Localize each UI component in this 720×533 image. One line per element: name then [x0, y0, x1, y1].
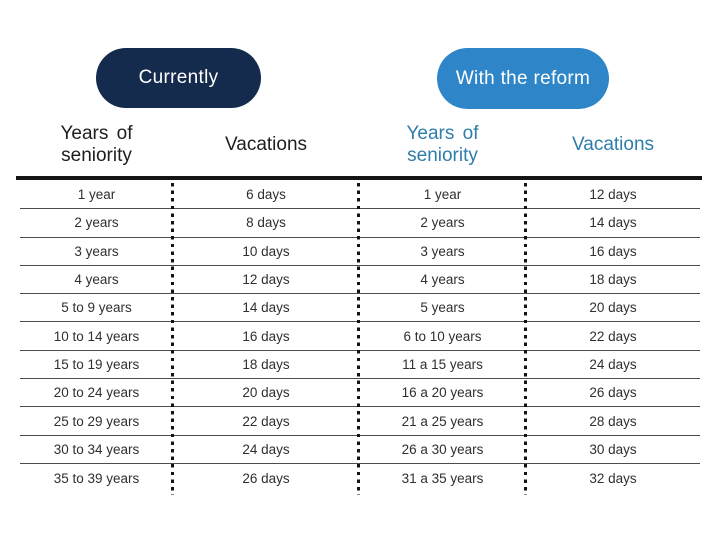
cell-reform-seniority: 6 to 10 years: [403, 328, 482, 344]
header-current-vacations-label: Vacations: [224, 133, 308, 155]
header-divider: [16, 176, 702, 180]
cell-reform-seniority: 21 a 25 years: [401, 413, 484, 429]
cell-current-seniority: 25 to 29 years: [53, 413, 140, 429]
header-current-seniority: [20, 123, 173, 168]
header-reform-seniority: [359, 123, 526, 168]
cell-reform-vacations: 14 days: [589, 215, 637, 231]
cell-current-seniority: 15 to 19 years: [53, 356, 140, 372]
cell-reform-seniority: 26 a 30 years: [401, 441, 484, 457]
badge-currently: Currently: [96, 48, 261, 108]
cell-current-seniority: 35 to 39 years: [53, 470, 140, 486]
cell-current-vacations: 8 days: [246, 215, 286, 231]
cell-reform-seniority: 2 years: [420, 215, 465, 231]
cell-current-seniority: 4 years: [74, 272, 119, 288]
cell-reform-vacations: 30 days: [589, 441, 637, 457]
badge-with-the-reform: With the reform: [437, 48, 609, 109]
cell-current-seniority: 10 to 14 years: [53, 328, 140, 344]
cell-current-seniority: 5 to 9 years: [61, 300, 132, 316]
cell-reform-seniority: 5 years: [420, 300, 465, 316]
cell-current-vacations: 24 days: [242, 441, 290, 457]
dotted-column-divider: [171, 183, 174, 495]
cell-current-vacations: 12 days: [242, 272, 290, 288]
cell-current-vacations: 16 days: [242, 328, 290, 344]
cell-current-vacations: 18 days: [242, 356, 290, 372]
cell-current-vacations: 20 days: [242, 385, 290, 401]
cell-reform-vacations: 16 days: [589, 243, 637, 259]
header-reform-seniority-label: Years of seniority: [406, 122, 479, 166]
cell-reform-seniority: 16 a 20 years: [401, 385, 484, 401]
cell-reform-seniority: 11 a 15 years: [402, 356, 483, 372]
cell-reform-seniority: 4 years: [420, 272, 465, 288]
cell-reform-vacations: 18 days: [589, 272, 637, 288]
cell-current-seniority: 1 year: [77, 187, 116, 203]
header-reform-vacations-label: Vacations: [571, 133, 655, 155]
cell-current-vacations: 10 days: [242, 243, 290, 259]
cell-current-vacations: 22 days: [242, 413, 290, 429]
header-current-seniority-label: Years of seniority: [60, 122, 133, 166]
cell-current-seniority: 3 years: [74, 243, 119, 259]
header-current-vacations: [173, 134, 359, 156]
cell-reform-vacations: 26 days: [589, 385, 637, 401]
cell-reform-vacations: 20 days: [589, 300, 637, 316]
dotted-column-divider: [524, 183, 527, 495]
cell-current-seniority: 2 years: [74, 215, 119, 231]
cell-reform-seniority: 1 year: [423, 187, 462, 203]
cell-current-seniority: 20 to 24 years: [53, 385, 140, 401]
header-reform-vacations: [526, 134, 700, 156]
cell-reform-seniority: 3 years: [420, 243, 465, 259]
cell-reform-vacations: 22 days: [589, 328, 637, 344]
cell-reform-vacations: 32 days: [589, 470, 637, 486]
cell-reform-vacations: 24 days: [589, 356, 637, 372]
cell-reform-vacations: 12 days: [589, 187, 637, 203]
cell-reform-seniority: 31 a 35 years: [401, 470, 484, 486]
cell-current-seniority: 30 to 34 years: [53, 441, 140, 457]
dotted-table-divider: [357, 183, 360, 495]
cell-reform-vacations: 28 days: [589, 413, 637, 429]
cell-current-vacations: 6 days: [246, 187, 286, 203]
table-body: [20, 181, 700, 493]
cell-current-vacations: 26 days: [242, 470, 290, 486]
table-header-row: [20, 116, 700, 174]
cell-current-vacations: 14 days: [242, 300, 290, 316]
